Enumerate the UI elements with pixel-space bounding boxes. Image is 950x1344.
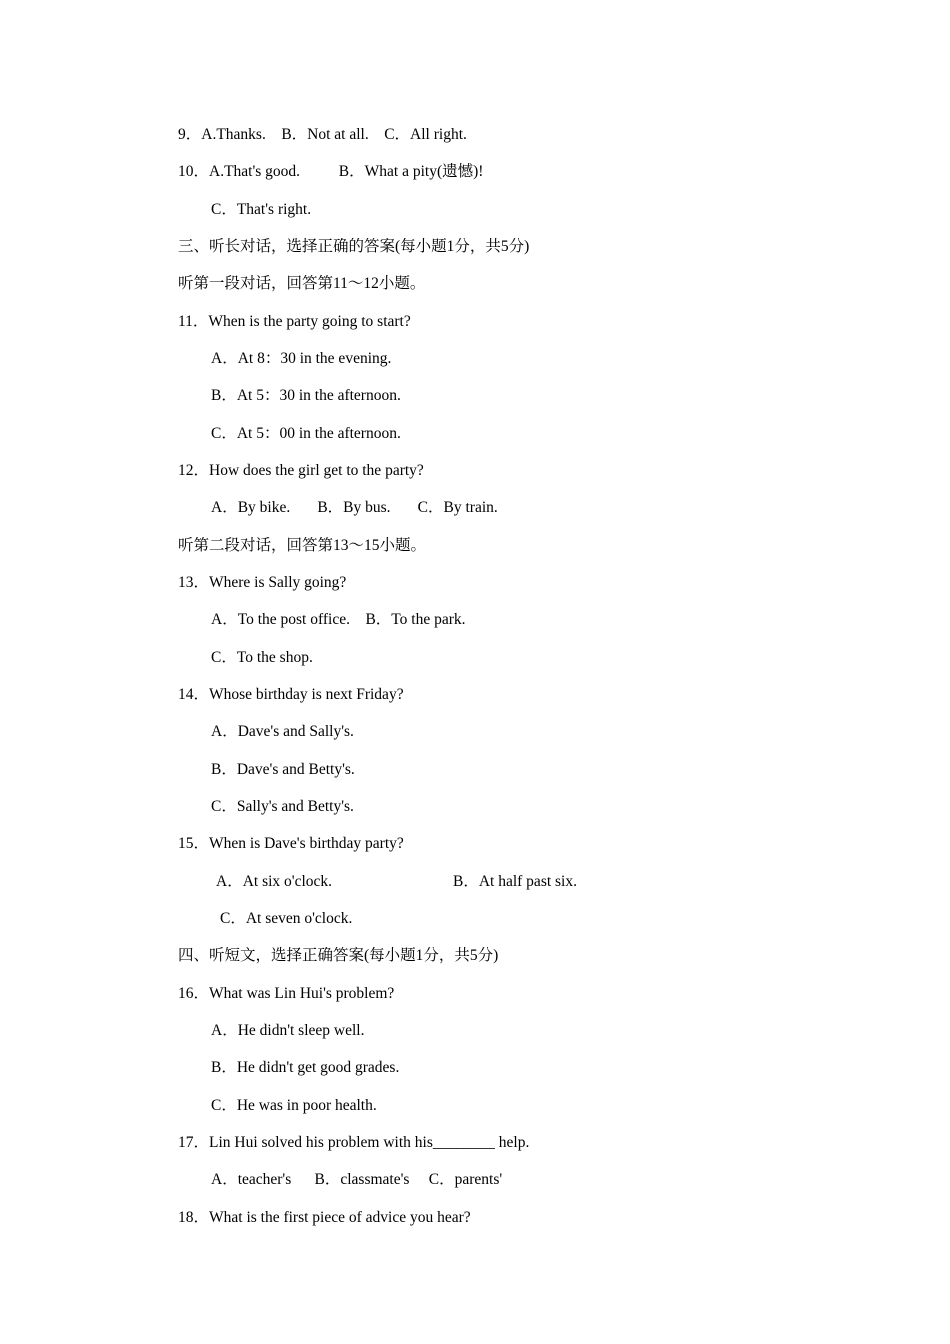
question-17-options: A．teacher's B．classmate's C．parents' xyxy=(211,1171,503,1188)
question-13: 13．Where is Sally going? xyxy=(178,574,347,591)
question-15: 15．When is Dave's birthday party? xyxy=(178,835,404,852)
question-16-option-c: C．He was in poor health. xyxy=(211,1097,377,1114)
question-10-option-c: C．That's right. xyxy=(211,201,312,218)
section-3-heading: 三、听长对话，选择正确的答案(每小题1分，共5分) xyxy=(178,238,530,255)
question-16: 16．What was Lin Hui's problem? xyxy=(178,985,395,1002)
question-14-option-c: C．Sally's and Betty's. xyxy=(211,798,354,815)
question-18: 18．What is the first piece of advice you hear? xyxy=(178,1209,471,1226)
question-17: 17．Lin Hui solved his problem with his________ help. xyxy=(178,1134,530,1151)
dialogue-2-instruction: 听第二段对话，回答第13～15小题。 xyxy=(178,537,427,554)
question-11-option-b: B．At 5：30 in the afternoon. xyxy=(211,387,401,404)
question-15-option-b: B．At half past six. xyxy=(453,873,577,890)
question-14-option-a: A．Dave's and Sally's. xyxy=(211,723,354,740)
question-11: 11．When is the party going to start? xyxy=(178,313,411,330)
question-12-options: A．By bike. B．By bus. C．By train. xyxy=(211,499,498,516)
question-15-option-a: A．At six o'clock. xyxy=(216,873,333,890)
question-11-option-c: C．At 5：00 in the afternoon. xyxy=(211,425,401,442)
question-16-option-a: A．He didn't sleep well. xyxy=(211,1022,365,1039)
dialogue-1-instruction: 听第一段对话，回答第11～12小题。 xyxy=(178,275,426,292)
question-13-option-c: C．To the shop. xyxy=(211,649,313,666)
question-12: 12．How does the girl get to the party? xyxy=(178,462,424,479)
question-13-options-ab: A．To the post office. B．To the park. xyxy=(211,611,466,628)
question-11-option-a: A．At 8：30 in the evening. xyxy=(211,350,392,367)
question-15-option-c: C．At seven o'clock. xyxy=(220,910,353,927)
question-9: 9．A.Thanks. B．Not at all. C．All right. xyxy=(178,126,467,143)
question-14-option-b: B．Dave's and Betty's. xyxy=(211,761,355,778)
section-4-heading: 四、听短文，选择正确答案(每小题1分，共5分) xyxy=(178,947,499,964)
question-14: 14．Whose birthday is next Friday? xyxy=(178,686,404,703)
question-10: 10．A.That's good. B．What a pity(遗憾)! xyxy=(178,163,484,180)
question-16-option-b: B．He didn't get good grades. xyxy=(211,1059,400,1076)
